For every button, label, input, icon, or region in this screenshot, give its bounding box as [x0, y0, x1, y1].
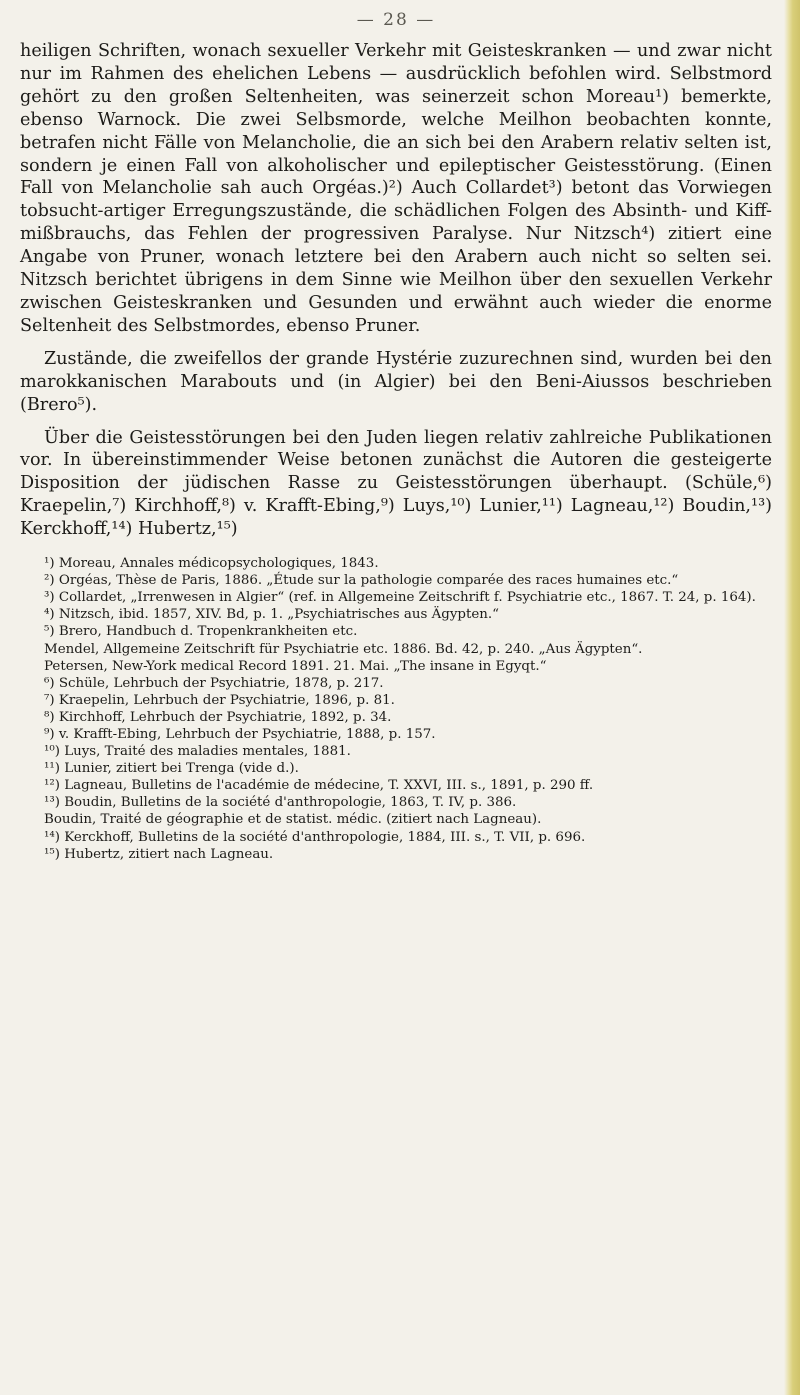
footnote: ⁶) Schüle, Lehrbuch der Psychiatrie, 1878, p. 217. — [44, 675, 384, 691]
footnote: Mendel, Allgemeine Zeitschrift für Psychiatrie etc. 1886. Bd. 42, p. 240. „Aus Ägypten“. — [44, 641, 643, 657]
footnote: ¹⁴) Kerckhoff, Bulletins de la société d'anthropologie, 1884, III. s., T. VII, p. 696. — [44, 829, 586, 845]
footnotes — [20, 555, 772, 863]
page-edge-binding — [784, 0, 800, 1395]
footnote: ⁵) Brero, Handbuch d. Tropenkrankheiten etc. — [44, 624, 358, 640]
book-page — [20, 6, 772, 863]
footnote: ¹⁵) Hubertz, zitiert nach Lagneau. — [44, 846, 274, 862]
footnote: Petersen, New-York medical Record 1891. 21. Mai. „The insane in Egyqt.“ — [44, 658, 547, 674]
footnote: ¹) Moreau, Annales médicopsychologiques, 1843. — [44, 556, 379, 572]
footnote: ⁹) v. Krafft-Ebing, Lehrbuch der Psychiatrie, 1888, p. 157. — [44, 726, 436, 742]
footnote: ¹²) Lagneau, Bulletins de l'académie de médecine, T. XXVI, III. s., 1891, p. 290 ff. — [44, 778, 594, 794]
footnote: Boudin, Traité de géographie et de statist. médic. (zitiert nach Lagneau). — [44, 812, 542, 828]
footnote: ⁷) Kraepelin, Lehrbuch der Psychiatrie, 1896, p. 81. — [44, 692, 395, 708]
footnote: ⁸) Kirchhoff, Lehrbuch der Psychiatrie, 1892, p. 34. — [44, 709, 392, 725]
footnote: ¹⁰) Luys, Traité des maladies mentales, 1881. — [44, 744, 351, 760]
footnote: ¹¹) Lunier, zitiert bei Trenga (vide d.). — [44, 761, 299, 777]
paragraph: Über die Geistesstörungen bei den Juden liegen relativ zahlreiche Publikationen vor. In übereinstimmender Weise betonen zunächst die Autoren die gesteigerte Disposition der jüdischen Rasse zu Geistesstörungen überhaupt. (Schüle,⁶) Kraepelin,⁷) Kirchhoff,⁸) v. Krafft-Ebing,⁹) Luys,¹⁰) Lunier,¹¹) Lagneau,¹²) Boudin,¹³) Kerckhoff,¹⁴) Hubertz,¹⁵) — [20, 427, 772, 540]
paragraph: Zustände, die zweifellos der grande Hystérie zuzurechnen sind, wurden bei den marokkanischen Marabouts und (in Algier) bei den Beni-Aiussos beschrieben (Brero⁵). — [20, 348, 772, 415]
paragraph: heiligen Schriften, wonach sexueller Verkehr mit Geisteskranken — und zwar nicht nur im Rahmen des ehelichen Lebens — ausdrücklich befohlen wird. Selbstmord gehört zu den großen Seltenheiten, was seinerzeit schon Moreau¹) bemerkte, ebenso Warnock. Die zwei Selbsmorde, welche Meilhon beobachten konnte, betrafen nicht Fälle von Melancholie, die an sich bei den Arabern relativ selten ist, sondern je einen Fall von alkoholischer und epileptischer Geistesstörung. (Einen Fall von Melancholie sah auch Orgéas.)²) Auch Collardet³) betont das Vorwiegen tobsucht-artiger Erregungszustände, die schädlichen Folgen des Absinth- und Kiff-mißbrauchs, das Fehlen der progressiven Paralyse. Nur Nitzsch⁴) zitiert eine Angabe von Pruner, wonach letztere bei den Arabern auch nicht so selten sei. Nitzsch berichtet übrigens in dem Sinne wie Meilhon über den sexuellen Verkehr zwischen Geisteskranken und Gesunden und erwähnt auch wieder die enorme Seltenheit des Selbstmordes, ebenso Pruner. — [20, 41, 772, 336]
footnote: ¹³) Boudin, Bulletins de la société d'anthropologie, 1863, T. IV, p. 386. — [44, 795, 517, 811]
footnote: ⁴) Nitzsch, ibid. 1857, XIV. Bd, p. 1. „Psychiatrisches aus Ägypten.“ — [44, 607, 499, 623]
footnote: ²) Orgéas, Thèse de Paris, 1886. „Étude sur la pathologie comparée des races humaines etc.“ — [44, 573, 679, 589]
page-number: — 28 — — [356, 10, 436, 30]
footnote: ³) Collardet, „Irrenwesen in Algier“ (ref. in Allgemeine Zeitschrift f. Psychiatrie etc., 1867. T. 24, p. 164). — [44, 590, 756, 606]
main-text — [20, 40, 772, 541]
